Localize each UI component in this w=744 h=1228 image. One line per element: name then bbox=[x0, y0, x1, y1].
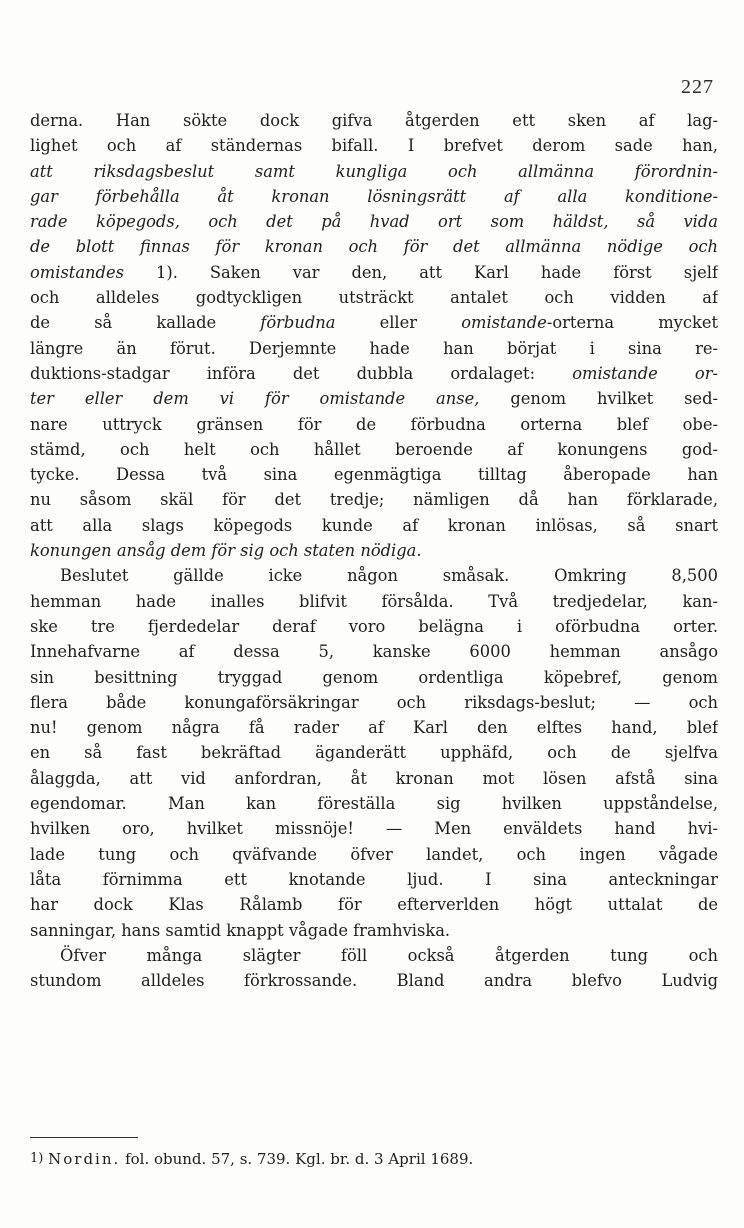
text-segment: sanningar, hans samtid knappt vågade framhviska. bbox=[30, 920, 451, 940]
text-line bbox=[30, 462, 718, 487]
footnote-mark: 1) bbox=[30, 1151, 44, 1166]
text-line bbox=[30, 310, 718, 335]
text-segment: duktions-stadgar införa det dubbla ordalaget: bbox=[30, 363, 573, 383]
text-line bbox=[30, 538, 718, 563]
text-line bbox=[30, 184, 718, 209]
text-line bbox=[30, 740, 718, 765]
text-segment: nu såsom skäl för det tredje; nämligen då han förklarade, bbox=[30, 490, 718, 510]
text-segment: ske tre fjerdedelar deraf voro belägna i oförbudna orter. bbox=[30, 616, 718, 636]
text-line bbox=[30, 766, 718, 791]
text-segment: nare uttryck gränsen för de förbudna orterna blef obe- bbox=[30, 414, 718, 434]
text-segment: låta förnimma ett knotande ljud. I sina anteckningar bbox=[30, 869, 718, 889]
text-segment: stundom alldeles förkrossande. Bland andra blefvo Ludvig bbox=[30, 971, 718, 991]
text-line bbox=[30, 159, 718, 184]
text-segment: flera både konungaförsäkringar och riksdags-beslut; — och bbox=[30, 692, 718, 712]
text-line bbox=[30, 918, 718, 943]
text-line bbox=[30, 968, 718, 993]
text-line bbox=[30, 892, 718, 917]
footnote bbox=[30, 1148, 718, 1170]
text-line bbox=[30, 108, 718, 133]
text-line bbox=[30, 412, 718, 437]
text-line bbox=[30, 437, 718, 462]
text-segment: omistandes bbox=[30, 262, 124, 282]
text-line bbox=[30, 665, 718, 690]
text-line bbox=[30, 234, 718, 259]
text-line bbox=[30, 639, 718, 664]
text-segment: -orterna mycket bbox=[546, 313, 718, 333]
text-line bbox=[30, 563, 718, 588]
text-segment: Öfver många slägter föll också åtgerden tung och bbox=[60, 945, 718, 965]
text-line bbox=[30, 589, 718, 614]
text-line bbox=[30, 715, 718, 740]
text-line bbox=[30, 386, 718, 411]
text-line bbox=[30, 260, 718, 285]
text-segment: eller bbox=[335, 313, 462, 333]
text-segment: hvilken oro, hvilket missnöje! — Men enväldets hand hvi- bbox=[30, 819, 718, 839]
text-line bbox=[30, 867, 718, 892]
text-line bbox=[30, 816, 718, 841]
text-segment: och alldeles godtyckligen utsträckt antalet och vidden af bbox=[30, 288, 718, 308]
text-segment: derna. Han sökte dock gifva åtgerden ett sken af lag- bbox=[30, 111, 718, 130]
text-line bbox=[30, 285, 718, 310]
text-segment: gar förbehålla åt kronan lösningsrätt af alla konditione- bbox=[30, 186, 718, 206]
text-segment: tycke. Dessa två sina egenmägtiga tilltag åberopade han bbox=[30, 465, 718, 485]
text-segment: ter eller dem vi för omistande anse, bbox=[30, 389, 480, 409]
text-segment: de så kallade bbox=[30, 313, 261, 333]
footnote-author: Nordin. bbox=[48, 1150, 121, 1168]
text-segment: egendomar. Man kan föreställa sig hvilken uppståndelse, bbox=[30, 794, 718, 814]
text-segment: lighet och af ständernas bifall. I brefvet derom sade han, bbox=[30, 136, 718, 156]
body-text bbox=[30, 108, 718, 993]
text-segment: längre än förut. Derjemnte hade han börjat i sina re- bbox=[30, 338, 718, 358]
footnote-rule bbox=[30, 1137, 138, 1138]
text-line bbox=[30, 487, 718, 512]
text-segment: genom hvilket sed- bbox=[479, 389, 718, 409]
text-segment: omistande bbox=[461, 313, 547, 333]
text-segment: stämd, och helt och hållet beroende af konungens god- bbox=[30, 439, 718, 459]
text-segment: omistande or- bbox=[572, 363, 718, 383]
text-segment: ålaggda, att vid anfordran, åt kronan mot lösen afstå sina bbox=[30, 768, 718, 788]
text-segment: konungen ansåg dem för sig och staten nödiga. bbox=[30, 541, 422, 561]
text-line bbox=[30, 791, 718, 816]
text-segment: 1). Saken var den, att Karl hade först sjelf bbox=[123, 262, 718, 282]
text-segment: har dock Klas Rålamb för efterverlden högt uttalat de bbox=[30, 895, 718, 915]
text-line bbox=[30, 842, 718, 867]
text-line bbox=[30, 614, 718, 639]
text-segment: nu! genom några få rader af Karl den elftes hand, blef bbox=[30, 718, 718, 738]
text-segment: lade tung och qväfvande öfver landet, och ingen vågade bbox=[30, 844, 718, 864]
text-line bbox=[30, 943, 718, 968]
text-segment: sin besittning tryggad genom ordentliga köpebref, genom bbox=[30, 667, 718, 687]
text-segment: hemman hade inalles blifvit försålda. Två tredjedelar, kan- bbox=[30, 591, 718, 611]
text-line bbox=[30, 690, 718, 715]
text-segment: Beslutet gällde icke någon småsak. Omkring 8,500 bbox=[60, 566, 718, 586]
text-segment: de blott finnas för kronan och för det allmänna nödige och bbox=[30, 237, 718, 257]
text-line bbox=[30, 336, 718, 361]
text-line bbox=[30, 513, 718, 538]
text-segment: en så fast bekräftad äganderätt upphäfd, och de sjelfva bbox=[30, 743, 718, 763]
text-line bbox=[30, 133, 718, 158]
text-segment: rade köpegods, och det på hvad ort som häldst, så vida bbox=[30, 212, 718, 232]
text-segment: förbudna bbox=[260, 313, 336, 333]
text-segment: att riksdagsbeslut samt kungliga och allmänna förordnin- bbox=[30, 161, 718, 181]
text-line bbox=[30, 209, 718, 234]
text-segment: Innehafvarne af dessa 5, kanske 6000 hemman ansågo bbox=[30, 642, 718, 662]
page-number: 227 bbox=[681, 76, 714, 98]
text-line bbox=[30, 361, 718, 386]
text-segment: att alla slags köpegods kunde af kronan inlösas, så snart bbox=[30, 515, 718, 535]
footnote-text: fol. obund. 57, s. 739. Kgl. br. d. 3 April 1689. bbox=[125, 1150, 474, 1168]
